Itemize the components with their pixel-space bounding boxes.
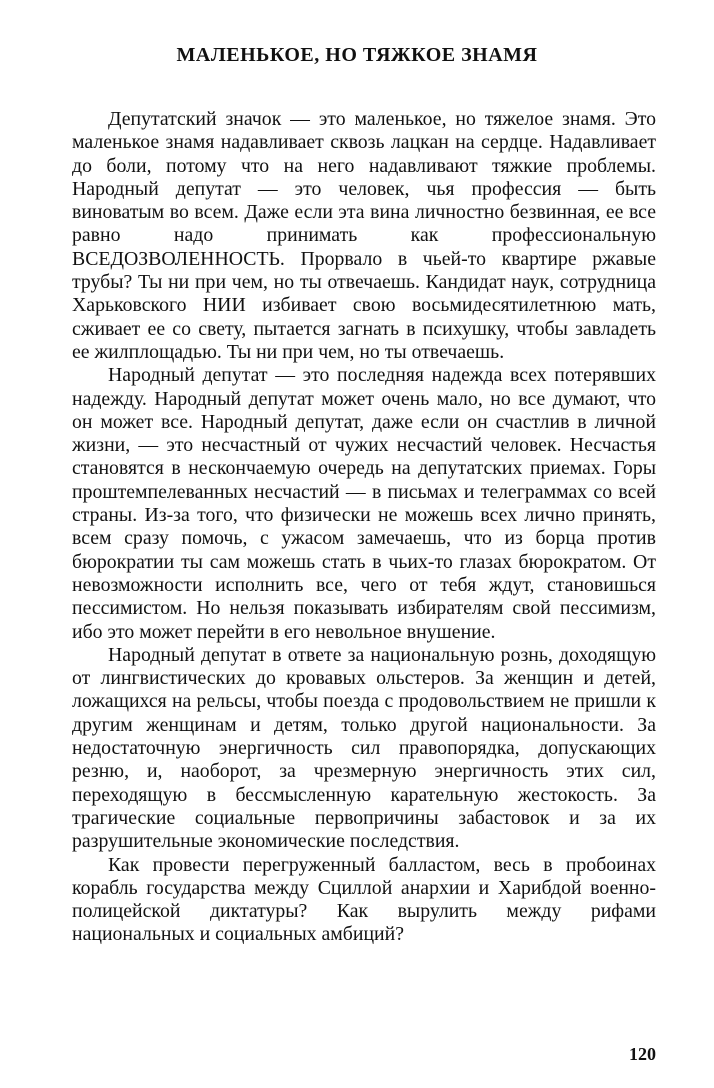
page-number: 120 (629, 1044, 656, 1064)
paragraph: Депутатский значок — это маленькое, но тяжелое знамя. Это маленькое знамя надавливает сквозь лацкан на сердце. Надавливает до боли, потому что на него надавливают тяжкие проблемы. Народный депутат — это человек, чья профессия — быть виноватым во всем. Даже если эта вина личностно безвинная, ее все равно надо принимать как профессиональную ВСЕДОЗВОЛЕННОСТЬ. Прорвало в чьей-то квартире ржавые трубы? Ты ни при чем, но ты отвечаешь. Кандидат наук, сотрудница Харьковского НИИ избивает свою восьмидесятилетнюю мать, сживает ее со свету, пытается загнать в психушку, чтобы завладеть ее жилплощадью. Ты ни при чем, но ты отвечаешь. (72, 108, 656, 363)
paragraph: Как провести перегруженный балластом, весь в пробоинах корабль государства между Сциллой анархии и Харибдой военно-полицейской диктатуры? Как вырулить между рифами национальных и социальных амбиций? (72, 853, 656, 946)
chapter-title: МАЛЕНЬКОЕ, НО ТЯЖКОЕ ЗНАМЯ (176, 44, 538, 66)
body-text (72, 108, 656, 947)
paragraph: Народный депутат — это последняя надежда всех потерявших надежду. Народный депутат может очень мало, но все думают, что он может все. Народный депутат, даже если он счастлив в личной жизни, — это несчастный от чужих несчастий человек. Несчастья становятся в нескончаемую очередь на депутатских приемах. Горы проштемпелеванных несчастий — в письмах и телеграммах со всей страны. Из-за того, что физически не можешь всех лично принять, всем сразу помочь, с ужасом замечаешь, что из борца против бюрократии ты сам можешь стать в чьих-то глазах бюрократом. От невозможности исполнить все, чего от тебя ждут, становишься пессимистом. Но нельзя показывать избирателям свой пессимизм, ибо это может перейти в его невольное внушение. (72, 364, 656, 643)
paragraph: Народный депутат в ответе за национальную рознь, доходящую от лингвистических до кровавых ольстеров. За женщин и детей, ложащихся на рельсы, чтобы поезда с продовольствием не пришли к другим женщинам и детям, только другой национальности. За недостаточную энергичность сил правопорядка, допускающих резню, и, наоборот, за чрезмерную энергичность этих сил, переходящую в бессмысленную карательную жестокость. За трагические социальные первопричины забастовок и за их разрушительные экономические последствия. (72, 643, 656, 853)
